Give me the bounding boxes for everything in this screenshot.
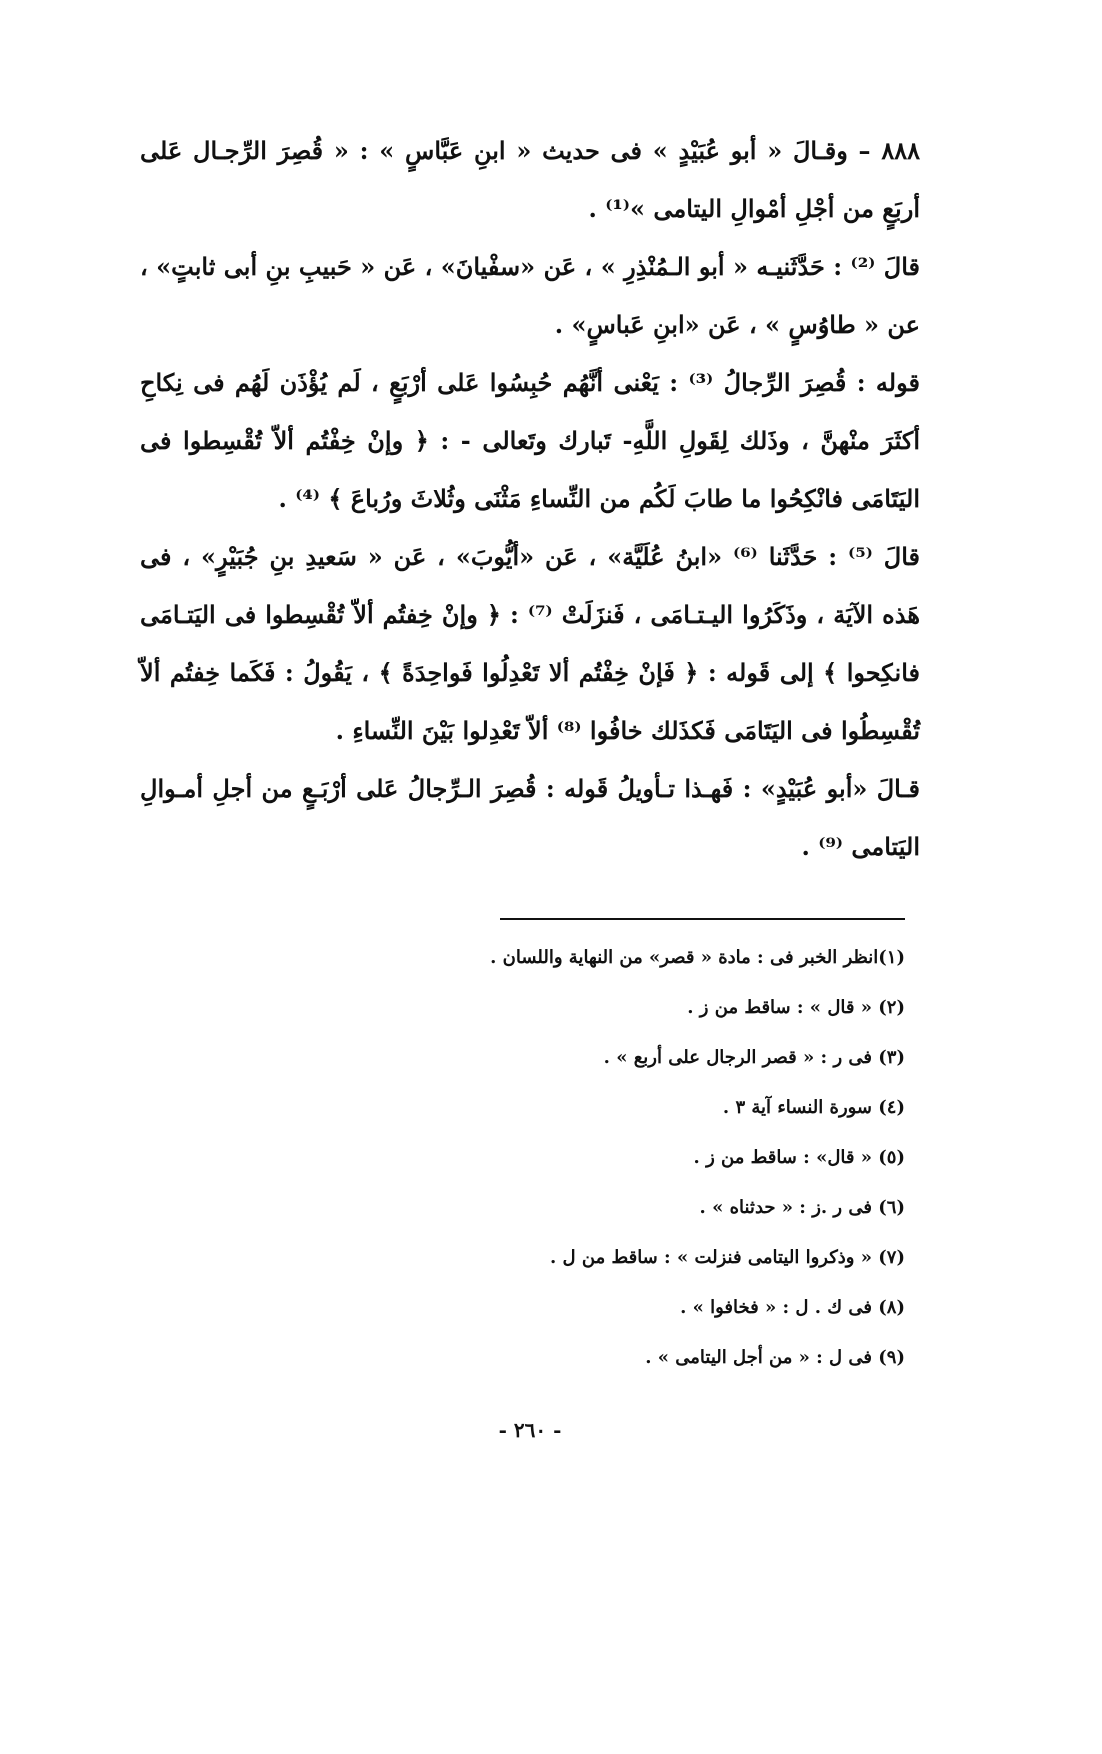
footnote-5: (٥) « قال» : ساقط من ز .	[693, 1147, 905, 1168]
footnote-2: (٢) « قال » : ساقط من ز .	[687, 997, 905, 1018]
paragraph-isnad: قالَ ⁽²⁾ : حَدَّثَنيـه « أبو الـمُنْذِرِ » ، عَن «سفْيانَ» ، عَن « حَبيبِ بنِ أبى ثابتٍ» ، عن « طاوُسٍ » ، عَن «ابنِ عَباسٍ» .	[140, 252, 920, 339]
footnote-9: (٩) فى ل : « من أجل اليتامى » .	[645, 1347, 905, 1368]
footnote-3: (٣) فى ر : « قصر الرجال على أربع » .	[603, 1047, 905, 1068]
footnote-1: (١)انظر الخبر فى : مادة « قصر» من النهاية واللسان .	[490, 947, 905, 968]
footnote-6: (٦) فى ر .ز : « حدثناه » .	[699, 1197, 905, 1218]
footnotes-list	[420, 933, 905, 1383]
paragraph-conclusion: قـالَ «أبو عُبَيْدٍ» : فَهـذا تـأويلُ قَوله : قُصِرَ الـرِّجالُ عَلى أرْبَـعٍ من أجلِ أمـوالِ اليَتامى ⁽⁹⁾ .	[140, 774, 920, 861]
paragraph-888-hadith: ٨٨٨ – وقـالَ « أبو عُبَيْدٍ » فى حديث « ابنِ عَبَّاسٍ » : « قُصِرَ الرِّجـال عَلى أربَعٍ من أجْلِ أمْوالِ اليتامى »⁽¹⁾ .	[140, 136, 920, 223]
main-text	[140, 122, 920, 876]
page-number: - ٢٦٠ -	[498, 1418, 562, 1442]
footnote-7: (٧) « وذكروا اليتامى فنزلت » : ساقط من ل .	[550, 1247, 905, 1268]
footnote-4: (٤) سورة النساء آية ٣ .	[722, 1097, 905, 1118]
footnote-8: (٨) فى ك . ل : « فخافوا » .	[680, 1297, 905, 1318]
paragraph-said-ibn-jubayr: قالَ ⁽⁵⁾ : حَدَّثَنا ⁽⁶⁾ «ابنُ عُلَيَّة» ، عَن «أيُّوبَ» ، عَن « سَعيدِ بنِ جُبَيْرٍ» ، فى هَذه الآيَة ، وذَكَرُوا اليـتـامَى ، فَنزَلَتْ ⁽⁷⁾ : ﴿ وإنْ خِفتُم ألاّ تُقْسِطوا فى اليَتـامَى فانكِحوا ﴾ إلى قَوله : ﴿ فَإنْ خِفْتُم ألا تَعْدِلُوا فَواحِدَةً ﴾ ، يَقُولُ : فَكَما خِفتُم ألاّ تُقْسِطُوا فى اليَتَامَى فَكذَلك خافُوا ⁽⁸⁾ ألاّ تَعْدِلوا بَيْنَ النِّساءِ .	[140, 542, 920, 745]
footnote-divider	[500, 918, 905, 920]
paragraph-explanation: قوله : قُصِرَ الرِّجالُ ⁽³⁾ : يَعْنى أنَّهُم حُبِسُوا عَلى أرْبَعٍ ، لَم يُؤْذَن لَهُم فى نِكاحِ أكثَرَ منْهنَّ ، وذَلك لِقَولِ اللَّهِ- تَبارك وتَعالى - : ﴿ وإنْ خِفْتُم ألاّ تُقْسِطوا فى اليَتَامَى فانْكِحُوا ما طابَ لَكُم من النِّساءِ مَثْنَى وثُلاثَ ورُباعَ ﴾ ⁽⁴⁾ .	[140, 368, 920, 513]
